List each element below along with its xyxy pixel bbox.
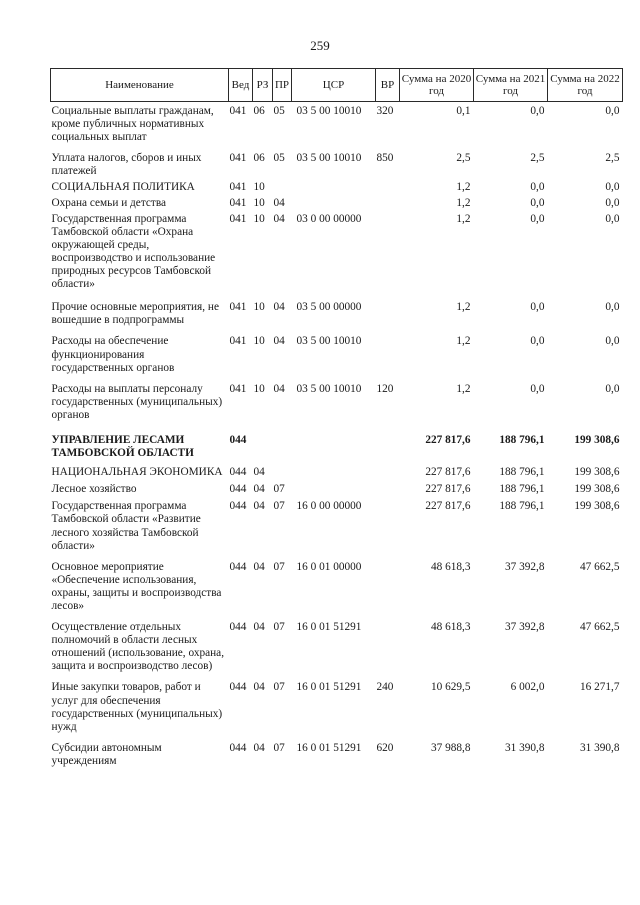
table-row xyxy=(51,479,623,496)
row-sum-2020: 1,2 xyxy=(456,181,471,194)
row-csr: 16 0 00 00000 xyxy=(296,500,362,513)
table-row xyxy=(51,613,623,673)
table-row xyxy=(51,178,623,194)
row-vr xyxy=(376,553,400,613)
row-sum-2021: 2,5 xyxy=(530,152,545,165)
row-sum-2022: 16 271,7 xyxy=(579,681,620,694)
row-sum-2021: 37 392,8 xyxy=(504,621,545,634)
row-vr xyxy=(376,327,400,374)
row-sum-2020: 48 618,3 xyxy=(430,560,471,573)
row-ved: 041 xyxy=(229,105,247,117)
row-csr xyxy=(292,460,376,479)
row-ved: 041 xyxy=(229,382,247,395)
row-pr: 07 xyxy=(273,621,285,634)
row-rz: 04 xyxy=(253,560,265,573)
table-row xyxy=(51,422,623,460)
row-sum-2022: 199 308,6 xyxy=(574,500,620,513)
row-csr xyxy=(292,479,376,496)
row-ved: 044 xyxy=(229,483,247,496)
table-body xyxy=(51,102,623,769)
page-number: 259 xyxy=(310,38,330,53)
row-name: Социальные выплаты гражданам, кроме публичных нормативных социальных выплат xyxy=(51,105,214,144)
row-sum-2022: 0,0 xyxy=(605,382,620,395)
row-rz: 10 xyxy=(253,196,265,209)
row-sum-2021: 0,0 xyxy=(530,196,545,209)
row-sum-2021: 188 796,1 xyxy=(499,466,545,479)
row-ved: 041 xyxy=(229,335,247,348)
row-sum-2020: 227 817,6 xyxy=(425,466,471,479)
row-vr xyxy=(376,613,400,673)
row-sum-2022: 199 308,6 xyxy=(574,483,620,496)
row-sum-2020: 10 629,5 xyxy=(430,681,471,694)
header-name: Наименование xyxy=(51,69,229,102)
row-csr: 03 0 00 00000 xyxy=(296,212,362,225)
header-csr: ЦСР xyxy=(292,69,376,102)
row-sum-2020: 37 988,8 xyxy=(430,741,471,754)
row-vr xyxy=(376,291,400,327)
row-csr: 03 5 00 10010 xyxy=(296,152,362,165)
row-pr: 04 xyxy=(273,212,285,225)
row-ved: 044 xyxy=(229,500,247,513)
row-sum-2021: 0,0 xyxy=(530,301,545,314)
row-sum-2022: 199 308,6 xyxy=(574,433,620,446)
header-rz: РЗ xyxy=(253,69,273,102)
row-pr xyxy=(273,422,292,460)
row-rz: 06 xyxy=(253,152,265,165)
row-sum-2020: 1,2 xyxy=(456,335,471,348)
row-sum-2021: 188 796,1 xyxy=(499,483,545,496)
row-ved: 041 xyxy=(229,301,247,314)
table-row xyxy=(51,144,623,178)
row-pr: 05 xyxy=(273,152,285,165)
row-vr xyxy=(376,210,400,292)
row-name: Основное мероприятие «Обеспечение использования, охраны, защиты и воспроизводства лесов» xyxy=(51,560,222,612)
header-pr: ПР xyxy=(273,69,292,102)
table-row xyxy=(51,553,623,613)
row-vr xyxy=(376,496,400,552)
table-header-row xyxy=(51,69,623,102)
row-sum-2022: 31 390,8 xyxy=(579,741,620,754)
row-name: Государственная программа Тамбовской области «Развитие лесного хозяйства Тамбовской области» xyxy=(51,500,201,552)
row-sum-2022: 0,0 xyxy=(605,212,620,225)
row-ved: 041 xyxy=(229,212,247,225)
row-csr: 16 0 01 51291 xyxy=(296,741,362,754)
row-sum-2021: 0,0 xyxy=(530,335,545,348)
row-pr xyxy=(273,460,292,479)
row-rz: 04 xyxy=(253,621,265,634)
row-csr: 03 5 00 10010 xyxy=(296,335,362,348)
row-csr: 03 5 00 10010 xyxy=(296,382,362,395)
table-row xyxy=(51,734,623,768)
row-csr: 16 0 01 51291 xyxy=(296,621,362,634)
row-vr xyxy=(376,479,400,496)
row-name: Субсидии автономным учреждениям xyxy=(51,741,162,767)
row-sum-2022: 0,0 xyxy=(605,105,620,117)
row-rz: 10 xyxy=(253,382,265,395)
table-row xyxy=(51,460,623,479)
row-rz: 10 xyxy=(253,212,265,225)
row-csr: 03 5 00 10010 xyxy=(296,105,362,117)
table-row xyxy=(51,496,623,552)
row-sum-2022: 0,0 xyxy=(605,181,620,194)
row-csr xyxy=(292,195,376,210)
row-csr: 03 5 00 00000 xyxy=(296,301,362,314)
row-sum-2021: 31 390,8 xyxy=(504,741,545,754)
row-pr: 04 xyxy=(273,382,285,395)
row-sum-2021: 6 002,0 xyxy=(510,681,545,694)
row-name: УПРАВЛЕНИЕ ЛЕСАМИ ТАМБОВСКОЙ ОБЛАСТИ xyxy=(51,433,194,460)
row-rz: 06 xyxy=(253,105,265,117)
row-rz: 10 xyxy=(253,335,265,348)
row-rz xyxy=(253,422,273,460)
row-ved: 044 xyxy=(229,681,247,694)
row-sum-2021: 0,0 xyxy=(530,212,545,225)
row-vr: 320 xyxy=(376,105,394,117)
row-pr: 07 xyxy=(273,500,285,513)
row-vr xyxy=(376,195,400,210)
row-rz: 04 xyxy=(253,466,265,479)
row-vr: 620 xyxy=(376,741,394,754)
row-sum-2021: 188 796,1 xyxy=(499,433,545,446)
row-sum-2021: 0,0 xyxy=(530,105,545,117)
row-ved: 044 xyxy=(229,621,247,634)
row-sum-2021: 0,0 xyxy=(530,181,545,194)
row-sum-2022: 47 662,5 xyxy=(579,621,620,634)
row-ved: 044 xyxy=(229,433,247,446)
row-pr xyxy=(273,178,292,194)
row-vr xyxy=(376,422,400,460)
row-sum-2020: 2,5 xyxy=(456,152,471,165)
row-sum-2020: 227 817,6 xyxy=(425,433,471,446)
row-sum-2022: 199 308,6 xyxy=(574,466,620,479)
header-sum-2021: Сумма на 2021 год xyxy=(474,69,548,102)
row-rz: 10 xyxy=(253,301,265,314)
row-ved: 044 xyxy=(229,560,247,573)
row-csr: 16 0 01 00000 xyxy=(296,560,362,573)
row-name: Расходы на выплаты персоналу государственных (муниципальных) органов xyxy=(51,382,223,421)
row-sum-2022: 0,0 xyxy=(605,196,620,209)
row-sum-2020: 227 817,6 xyxy=(425,500,471,513)
header-sum-2020: Сумма на 2020 год xyxy=(400,69,474,102)
row-sum-2021: 0,0 xyxy=(530,382,545,395)
row-sum-2020: 1,2 xyxy=(456,382,471,395)
row-sum-2020: 48 618,3 xyxy=(430,621,471,634)
row-sum-2020: 227 817,6 xyxy=(425,483,471,496)
row-sum-2022: 47 662,5 xyxy=(579,560,620,573)
row-pr: 04 xyxy=(273,335,285,348)
row-ved: 044 xyxy=(229,741,247,754)
row-name: Государственная программа Тамбовской области «Охрана окружающей среды, воспроизводство и использование природных ресурсов Тамбовской области» xyxy=(51,212,216,291)
row-ved: 041 xyxy=(229,152,247,165)
row-sum-2021: 37 392,8 xyxy=(504,560,545,573)
table-row xyxy=(51,375,623,422)
row-ved: 041 xyxy=(229,196,247,209)
row-ved: 044 xyxy=(229,466,247,479)
row-rz: 04 xyxy=(253,741,265,754)
row-csr: 16 0 01 51291 xyxy=(296,681,362,694)
row-pr: 07 xyxy=(273,560,285,573)
row-csr xyxy=(292,178,376,194)
row-sum-2022: 0,0 xyxy=(605,301,620,314)
row-rz: 04 xyxy=(253,681,265,694)
row-name: СОЦИАЛЬНАЯ ПОЛИТИКА xyxy=(51,181,195,194)
row-sum-2022: 0,0 xyxy=(605,335,620,348)
header-sum-2022: Сумма на 2022 год xyxy=(548,69,623,102)
row-sum-2022: 2,5 xyxy=(605,152,620,165)
row-pr: 04 xyxy=(273,196,285,209)
row-name: Иные закупки товаров, работ и услуг для обеспечения государственных (муниципальных) нужд xyxy=(51,681,223,733)
row-ved: 041 xyxy=(229,181,247,194)
table-row xyxy=(51,291,623,327)
table-row xyxy=(51,327,623,374)
row-rz: 04 xyxy=(253,500,265,513)
row-sum-2020: 1,2 xyxy=(456,301,471,314)
table-row xyxy=(51,673,623,733)
table-row xyxy=(51,102,623,145)
row-name: Осуществление отдельных полномочий в области лесных отношений (использование, охрана, защита и воспроизводство лесов) xyxy=(51,621,225,673)
row-pr: 05 xyxy=(273,105,285,117)
row-sum-2020: 1,2 xyxy=(456,212,471,225)
row-name: НАЦИОНАЛЬНАЯ ЭКОНОМИКА xyxy=(51,466,223,479)
table-row xyxy=(51,210,623,292)
row-pr: 07 xyxy=(273,681,285,694)
row-vr: 120 xyxy=(376,382,394,395)
row-vr xyxy=(376,460,400,479)
row-name: Уплата налогов, сборов и иных платежей xyxy=(51,152,202,178)
table-row xyxy=(51,195,623,210)
row-name: Охрана семьи и детства xyxy=(51,196,167,209)
row-vr xyxy=(376,178,400,194)
row-pr: 07 xyxy=(273,741,285,754)
row-sum-2020: 1,2 xyxy=(456,196,471,209)
row-vr: 850 xyxy=(376,152,394,165)
row-rz: 04 xyxy=(253,483,265,496)
row-pr: 04 xyxy=(273,301,285,314)
row-vr: 240 xyxy=(376,681,394,694)
row-csr xyxy=(292,422,376,460)
budget-table xyxy=(50,68,623,768)
row-name: Расходы на обеспечение функционирования государственных органов xyxy=(51,335,175,374)
row-sum-2020: 0,1 xyxy=(456,105,471,117)
row-sum-2021: 188 796,1 xyxy=(499,500,545,513)
row-name: Лесное хозяйство xyxy=(51,483,137,496)
header-vr: ВР xyxy=(376,69,400,102)
header-ved: Вед xyxy=(229,69,253,102)
row-pr: 07 xyxy=(273,483,285,496)
row-rz: 10 xyxy=(253,181,265,194)
row-name: Прочие основные мероприятия, не вошедшие в подпрограммы xyxy=(51,301,219,327)
